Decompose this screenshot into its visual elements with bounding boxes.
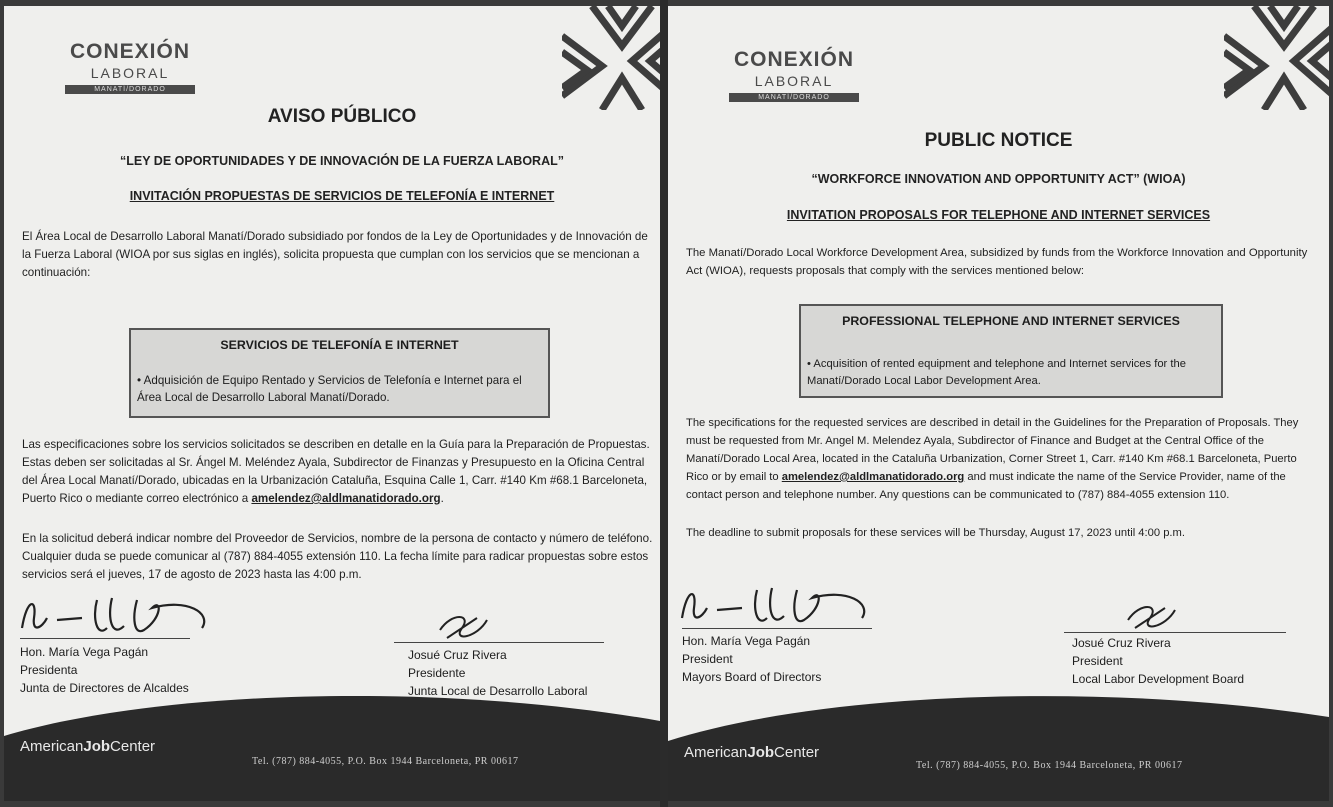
logo-line2: LABORAL	[90, 65, 170, 81]
specs-end: .	[440, 492, 444, 505]
contact-email-link[interactable]: amelendez@aldlmanatidorado.org	[781, 471, 965, 483]
signatory-vega-role: President	[682, 652, 733, 666]
footer-contact: Tel. (787) 884-4055, P.O. Box 1944 Barceloneta, PR 00617	[252, 756, 519, 767]
logo-line1: CONEXIÓN	[69, 40, 190, 63]
conexion-laboral-logo	[724, 48, 864, 102]
signatory-vega-org: Junta de Directores de Alcaldes	[20, 681, 189, 695]
spanish-notice-page	[4, 6, 660, 801]
page-title: PUBLIC NOTICE	[924, 130, 1073, 151]
specs-text: Las especificaciones sobre los servicios solicitados se describen en detalle en la Guía para la Preparación de Propuestas. Estas deben ser solicitadas al Sr. Ángel M. Meléndez Ayala, Subdirector de Finanzas y Presupuesto en la Oficina Central del Área Local Manatí/Dorado, ubicadas en la Urbanización Cataluña, Esquina Calle 1, Carr. #140 Km #68.1 Barceloneta, Puerto Rico o mediante correo electrónico a	[22, 438, 650, 505]
page-gutter	[660, 0, 668, 807]
footer-contact: Tel. (787) 884-4055, P.O. Box 1944 Barceloneta, PR 00617	[916, 760, 1183, 771]
ajc-part3: Center	[774, 744, 820, 761]
logo-line3: MANATÍ/DORADO	[65, 85, 195, 94]
services-box-item: • Adquisición de Equipo Rentado y Servicios de Telefonía e Internet para el Área Local de Desarrollo Laboral Manatí/Dorado.	[137, 374, 522, 404]
logo-line2: LABORAL	[754, 73, 834, 89]
specs-paragraph	[686, 414, 1318, 504]
signature-line-cruz	[1064, 632, 1286, 633]
conexion-laboral-logo	[60, 40, 200, 94]
ajc-part1: American	[20, 738, 84, 755]
signatory-cruz-name: Josué Cruz Rivera	[1072, 636, 1171, 650]
signatory-cruz	[1072, 634, 1244, 688]
signatory-cruz-org: Junta Local de Desarrollo Laboral	[408, 684, 588, 698]
signature-line-vega	[20, 638, 190, 639]
signatory-cruz-name: Josué Cruz Rivera	[408, 648, 507, 662]
services-box	[129, 328, 550, 418]
contact-email-link[interactable]: amelendez@aldlmanatidorado.org	[251, 492, 441, 505]
stripes-emblem-icon	[562, 6, 660, 110]
act-subtitle: “LEY DE OPORTUNIDADES Y DE INNOVACIÓN DE LA FUERZA LABORAL”	[119, 154, 564, 168]
stripes-emblem-icon	[1224, 6, 1329, 110]
signature-vega-icon	[672, 578, 882, 638]
signatory-vega-name: Hon. María Vega Pagán	[682, 634, 811, 648]
signatory-cruz-role: President	[1072, 654, 1123, 668]
invitation-heading: INVITACIÓN PROPUESTAS DE SERVICIOS DE TELEFONÍA E INTERNET	[129, 189, 555, 203]
signatory-vega-org: Mayors Board of Directors	[682, 670, 822, 684]
ajc-part3: Center	[110, 738, 156, 755]
ajc-part1: American	[684, 744, 748, 761]
signature-vega-icon	[12, 588, 222, 648]
intro-paragraph: The Manatí/Dorado Local Workforce Development Area, subsidized by funds from the Workforce Innovation and Opportunity Act (WIOA), requests proposals that comply with the services mentioned below:	[686, 247, 1308, 277]
invitation-heading: INVITATION PROPOSALS FOR TELEPHONE AND INTERNET SERVICES	[786, 208, 1211, 222]
deadline-paragraph: The deadline to submit proposals for these services will be Thursday, August 17, 2023 until 4:00 p.m.	[686, 527, 1185, 539]
signatory-vega	[682, 632, 821, 686]
specs-paragraph	[22, 436, 654, 508]
specs-end: and must indicate the name of the Service Provider, name of the contact person and telephone number. Any questions can be communicated to (787) 884-4055 extension 110.	[686, 471, 1286, 501]
services-box-item: • Acquisition of rented equipment and telephone and Internet services for the Manatí/Dorado Local Labor Development Area.	[807, 358, 1186, 387]
page-title: AVISO PÚBLICO	[267, 106, 417, 127]
signatory-vega-role: Presidenta	[20, 663, 78, 677]
ajc-part2: Job	[747, 744, 775, 761]
services-box-title: PROFESSIONAL TELEPHONE AND INTERNET SERVICES	[842, 314, 1180, 328]
signature-line-cruz	[394, 642, 604, 643]
logo-line3: MANATÍ/DORADO	[729, 93, 859, 102]
act-subtitle: “WORKFORCE INNOVATION AND OPPORTUNITY ACT” (WIOA)	[811, 172, 1186, 186]
request-paragraph: En la solicitud deberá indicar nombre del Proveedor de Servicios, nombre de la persona de contacto y número de teléfono. Cualquier duda se puede comunicar al (787) 884-4055 extensión 110. La fecha límite para radicar propuestas sobre estos servicios será el jueves, 17 de agosto de 2023 hasta las 4:00 p.m.	[22, 532, 653, 581]
signatory-vega-name: Hon. María Vega Pagán	[20, 645, 149, 659]
ajc-part2: Job	[83, 738, 111, 755]
signatory-cruz-org: Local Labor Development Board	[1072, 672, 1245, 686]
signature-line-vega	[682, 628, 872, 629]
american-job-center-logo	[20, 738, 155, 755]
specs-text: The specifications for the requested services are described in detail in the Guidelines for the Preparation of Proposals. They must be requested from Mr. Angel M. Melendez Ayala, Subdirector of Finance and Budget at the Central Office of the Manatí/Dorado Local Area, located in the Cataluña Urbanization, Corner Street 1, Carr. #140 Km #68.1 Barceloneta, Puerto Rico or by email to	[686, 417, 1299, 483]
services-box-title: SERVICIOS DE TELEFONÍA E INTERNET	[220, 338, 459, 352]
logo-line1: CONEXIÓN	[733, 48, 854, 71]
signatory-cruz-role: Presidente	[408, 666, 466, 680]
american-job-center-logo	[684, 744, 819, 761]
intro-paragraph: El Área Local de Desarrollo Laboral Manatí/Dorado subsidiado por fondos de la Ley de Oportunidades y de Innovación de la Fuerza Laboral (WIOA por sus siglas en inglés), solicita propuesta que cumplan con los servicios que se mencionan a continuación:	[22, 230, 648, 279]
services-box	[799, 304, 1223, 398]
footer-wave	[668, 681, 1329, 801]
english-notice-page	[668, 6, 1329, 801]
